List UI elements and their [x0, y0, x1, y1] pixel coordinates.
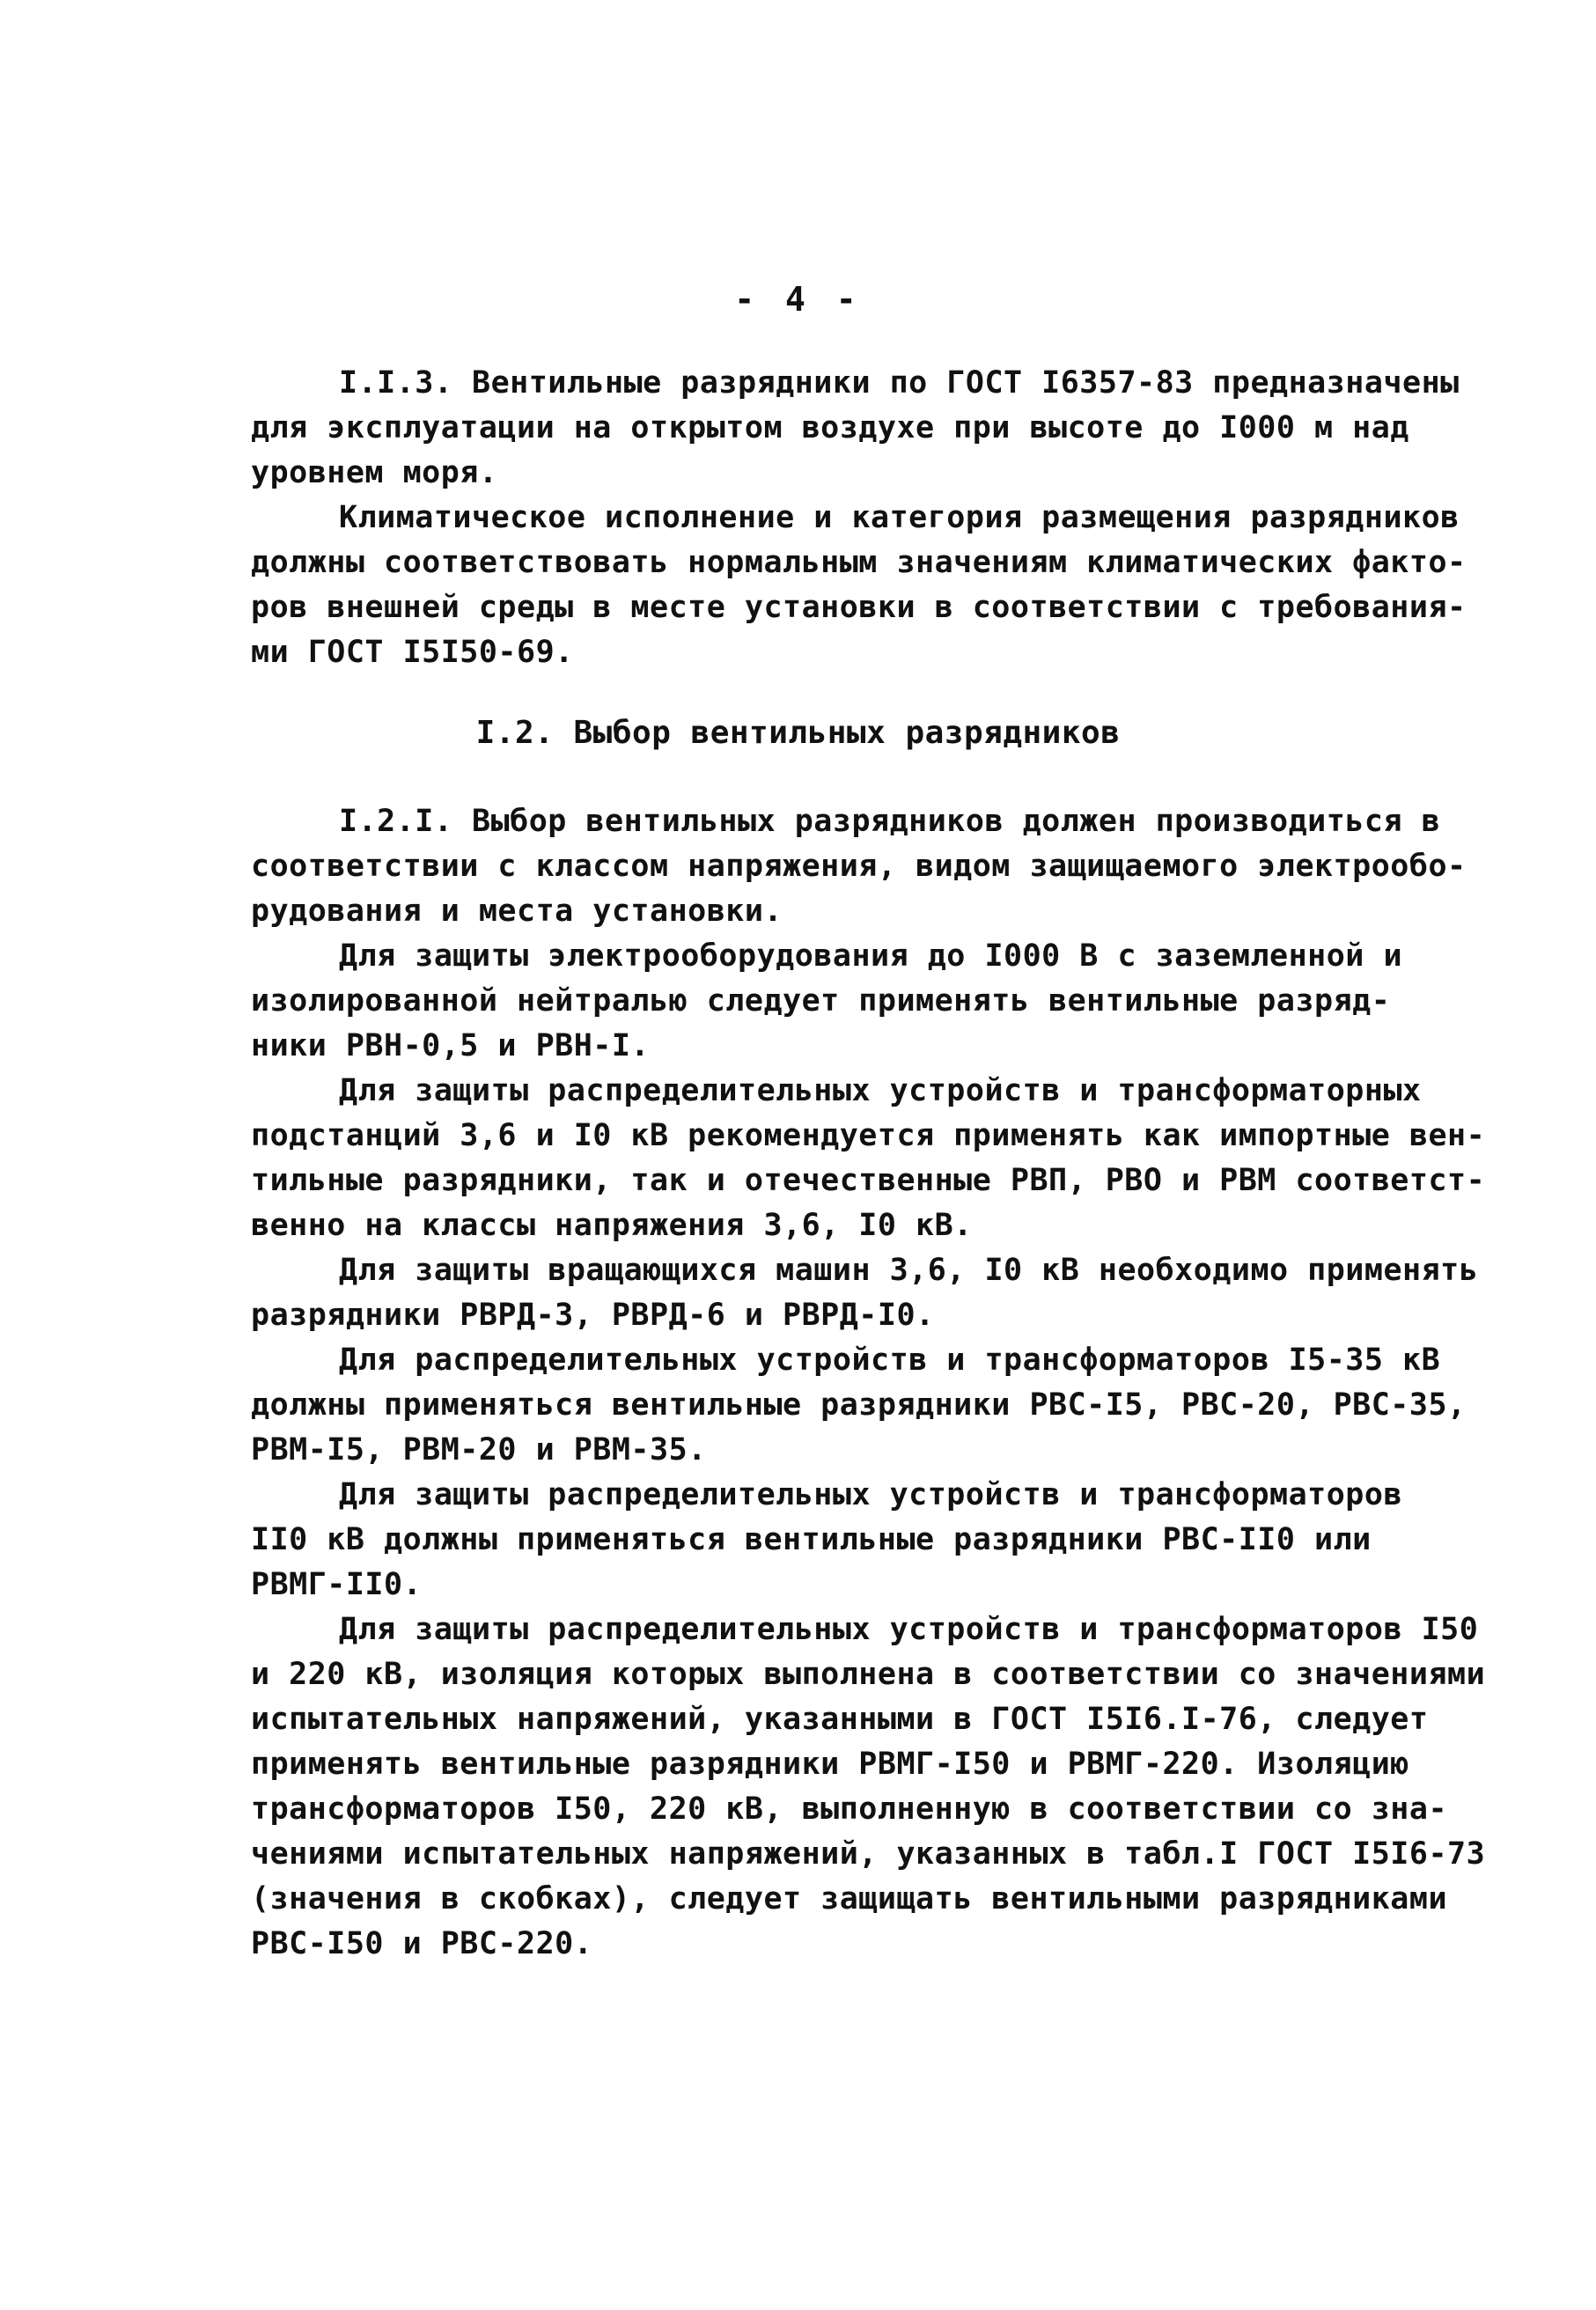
text-line: Для защиты распределительных устройств и трансформаторных [339, 1073, 1422, 1108]
text-line: разрядники РВРД-3, РВРД-6 и РВРД-I0. [251, 1298, 935, 1333]
text-line: должны соответствовать нормальным значениям климатических факто- [251, 545, 1467, 580]
text-line: Для защиты распределительных устройств и трансформаторов [339, 1477, 1403, 1512]
page-number: - 4 - [734, 280, 862, 319]
text-line: Для защиты вращающихся машин 3,6, I0 кВ необходимо применять [339, 1253, 1479, 1288]
text-line: РВС-I50 и РВС-220. [251, 1926, 593, 1961]
text-line: подстанций 3,6 и I0 кВ рекомендуется применять как импортные вен- [251, 1118, 1486, 1153]
section-heading: I.2. Выбор вентильных разрядников [475, 715, 1121, 751]
text-line: Для защиты распределительных устройств и трансформаторов I50 [339, 1612, 1479, 1647]
text-line: рудования и места установки. [251, 894, 783, 929]
text-line: уровнем моря. [251, 455, 498, 490]
text-line: Для распределительных устройств и трансформаторов I5-35 кВ [339, 1343, 1441, 1378]
text-line: венно на классы напряжения 3,6, I0 кВ. [251, 1208, 973, 1243]
text-line: должны применяться вентильные разрядники РВС-I5, РВС-20, РВС-35, [251, 1387, 1467, 1423]
text-line: соответствии с классом напряжения, видом защищаемого электрообо- [251, 849, 1467, 884]
text-line: Климатическое исполнение и категория размещения разрядников [339, 500, 1460, 535]
text-line: I.I.3. Вентильные разрядники по ГОСТ I6357-83 предназначены [339, 365, 1460, 401]
text-line: трансформаторов I50, 220 кВ, выполненную в соответствии со зна- [251, 1791, 1448, 1827]
text-line: и 220 кВ, изоляция которых выполнена в соответствии со значениями [251, 1657, 1486, 1692]
text-line: чениями испытательных напряжений, указанных в табл.I ГОСТ I5I6-73 [251, 1836, 1486, 1872]
text-line: РВМГ-II0. [251, 1567, 423, 1602]
text-line: испытательных напряжений, указанными в ГОСТ I5I6.I-76, следует [251, 1702, 1429, 1737]
text-line: тильные разрядники, так и отечественные РВП, РВО и РВМ соответст- [251, 1163, 1486, 1198]
text-line: ники РВН-0,5 и РВН-I. [251, 1028, 651, 1063]
text-line: Для защиты электрооборудования до I000 В с заземленной и [339, 938, 1403, 974]
paragraph-1-1-3 [251, 361, 1467, 675]
text-line: применять вентильные разрядники РВМГ-I50 и РВМГ-220. Изоляцию [251, 1747, 1409, 1782]
text-line: ров внешней среды в месте установки в соответствии с требования- [251, 590, 1467, 625]
text-line: ми ГОСТ I5I50-69. [251, 635, 574, 670]
text-line: (значения в скобках), следует защищать вентильными разрядниками [251, 1881, 1448, 1916]
text-line: для эксплуатации на открытом воздухе при высоте до I000 м над [251, 410, 1409, 445]
text-line: I.2.I. Выбор вентильных разрядников должен производиться в [339, 804, 1441, 839]
text-line: изолированной нейтралью следует применять вентильные разряд- [251, 983, 1391, 1019]
text-line: II0 кВ должны применяться вентильные разрядники РВС-II0 или [251, 1522, 1372, 1557]
paragraph-1-2-1 [251, 799, 1486, 1967]
text-line: РВМ-I5, РВМ-20 и РВМ-35. [251, 1432, 707, 1468]
